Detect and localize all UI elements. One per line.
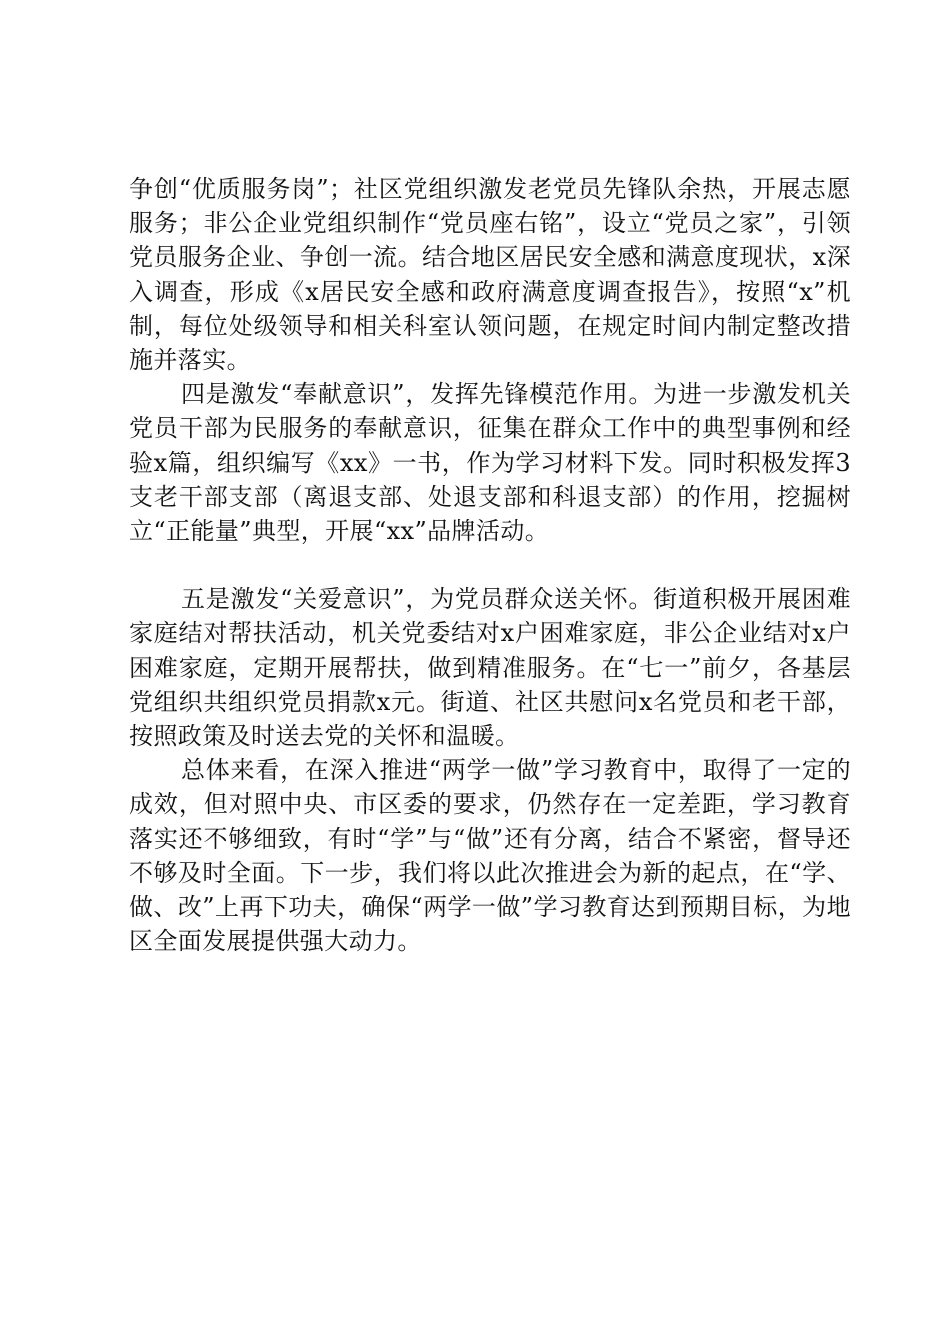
paragraph-dedication: 四是激发“奉献意识”，发挥先锋模范作用。为进一步激发机关党员干部为民服务的奉献意识，征集在群众工作中的典型事例和经验x篇，组织编写《xx》一书，作为学习材料下发。同时积极发挥3支老干部支部（离退支部、处退支部和科退支部）的作用，挖掘树立“正能量”典型，开展“xx”品牌活动。 [129, 380, 851, 546]
paragraph-care: 五是激发“关爱意识”，为党员群众送关怀。街道积极开展困难家庭结对帮扶活动，机关党委结对x户困难家庭，非公企业结对x户困难家庭，定期开展帮扶，做到精准服务。在“七一”前夕，各基层党组织共组织党员捐款x元。街道、社区共慰问x名党员和老干部，按照政策及时送去党的关怀和温暖。 [129, 585, 851, 751]
paragraph-summary: 总体来看，在深入推进“两学一做”学习教育中，取得了一定的成效，但对照中央、市区委的要求，仍然存在一定差距，学习教育落实还不够细致，有时“学”与“做”还有分离，结合不紧密，督导还不够及时全面。下一步，我们将以此次推进会为新的起点，在“学、做、改”上再下功夫，确保“两学一做”学习教育达到预期目标，为地区全面发展提供强大动力。 [129, 756, 851, 956]
document-body [129, 172, 851, 958]
paragraph-continuation: 争创“优质服务岗”；社区党组织激发老党员先锋队余热，开展志愿服务；非公企业党组织制作“党员座右铭”，设立“党员之家”，引领党员服务企业、争创一流。结合地区居民安全感和满意度现状，x深入调查，形成《x居民安全感和政府满意度调查报告》，按照“x”机制，每位处级领导和相关科室认领问题，在规定时间内制定整改措施并落实。 [129, 175, 851, 375]
